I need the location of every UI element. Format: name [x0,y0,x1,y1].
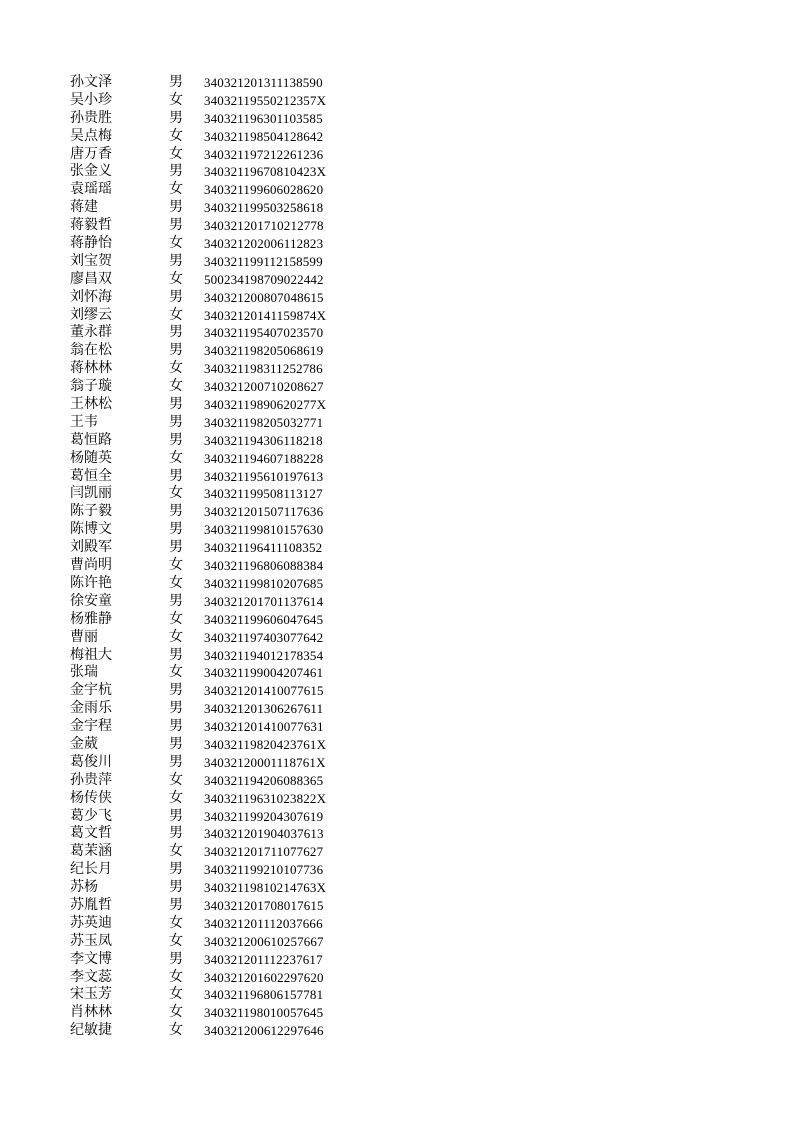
table-row [70,217,370,235]
table-row [70,324,370,342]
person-gender: 女 [169,1022,183,1039]
person-gender: 男 [169,807,183,824]
id-number: 340321201311138590 [204,75,323,90]
person-name: 闫凯丽 [70,485,112,502]
id-number: 500234198709022442 [204,271,324,287]
id-number: 340321201710212778 [204,218,324,234]
person-name: 杨随英 [70,449,112,466]
person-gender: 男 [169,879,183,896]
person-gender: 女 [169,771,183,788]
person-gender: 女 [169,270,183,287]
table-row [70,342,370,360]
person-gender: 女 [169,628,183,645]
id-number: 340321200710208627 [204,379,324,395]
table-row [70,611,370,629]
table-row [70,199,370,217]
person-name: 翁子璇 [70,378,112,395]
person-gender: 女 [169,306,183,323]
table-row [70,861,370,879]
person-gender: 女 [169,449,183,466]
id-number: 34032119820423761X [204,736,327,752]
person-gender: 女 [169,610,183,627]
table-row [70,146,370,164]
id-number: 340321201112237617 [204,951,323,967]
table-row [70,396,370,414]
person-name: 孙贵萍 [70,771,112,788]
table-row [70,378,370,396]
person-gender: 男 [169,592,183,609]
person-name: 刘缪云 [70,306,112,323]
person-gender: 男 [169,825,183,842]
person-gender: 女 [169,127,183,144]
id-number: 340321200610257667 [204,933,324,949]
id-number: 340321196806088384 [204,558,324,574]
person-gender: 男 [169,753,183,770]
person-name: 刘殿军 [70,539,112,556]
id-number: 340321198205068619 [204,343,324,359]
person-gender: 男 [169,342,183,359]
person-name: 陈许艳 [70,574,112,591]
id-number: 34032119550212357X [204,92,327,108]
person-name: 王韦 [70,413,98,430]
id-number: 340321201112037666 [204,915,323,931]
id-number: 340321202006112823 [204,236,324,252]
person-gender: 女 [169,932,183,949]
person-gender: 男 [169,467,183,484]
table-row [70,360,370,378]
table-row [70,74,370,92]
person-name: 廖昌双 [70,270,112,287]
person-gender: 女 [169,664,183,681]
person-name: 杨传侠 [70,789,112,806]
person-gender: 女 [169,574,183,591]
person-gender: 女 [169,986,183,1003]
table-row [70,700,370,718]
id-number: 34032119670810423X [204,164,327,180]
person-gender: 男 [169,217,183,234]
person-name: 葛少飞 [70,807,112,824]
person-gender: 女 [169,91,183,108]
table-row [70,772,370,790]
id-number: 340321198010057645 [204,1005,324,1021]
id-number: 340321194012178354 [204,647,324,663]
person-name: 蒋建 [70,199,98,216]
person-name: 唐万香 [70,145,112,162]
table-row [70,682,370,700]
person-name: 袁瑶瑶 [70,181,112,198]
person-name: 苏玉凤 [70,932,112,949]
person-name: 纪敏捷 [70,1022,112,1039]
table-row [70,503,370,521]
table-row [70,593,370,611]
id-number: 340321200612297646 [204,1023,324,1039]
table-row [70,933,370,951]
id-number: 340321199606028620 [204,182,324,198]
table-row [70,808,370,826]
person-gender: 男 [169,718,183,735]
table-row [70,163,370,181]
person-name: 葛恒路 [70,431,112,448]
person-name: 肖林林 [70,1004,112,1021]
person-gender: 男 [169,252,183,269]
table-row [70,289,370,307]
person-name: 王林松 [70,396,112,413]
person-name: 吴点梅 [70,127,112,144]
table-row [70,897,370,915]
person-name: 宋玉芳 [70,986,112,1003]
person-name: 苏胤哲 [70,896,112,913]
id-number: 340321198504128642 [204,128,324,144]
person-name: 李文博 [70,950,112,967]
table-row [70,110,370,128]
person-gender: 男 [169,431,183,448]
table-row [70,181,370,199]
id-number: 340321199204307619 [204,808,324,824]
person-name: 李文蕊 [70,968,112,985]
person-name: 葛茉涵 [70,843,112,860]
person-name: 蒋毅哲 [70,217,112,234]
person-name: 孙贵胜 [70,109,112,126]
id-number: 340321201711077627 [204,844,324,860]
table-row [70,468,370,486]
id-number: 340321199810207685 [204,575,324,591]
id-number: 340321201306267611 [204,701,324,717]
id-number: 340321201507117636 [204,504,324,520]
person-name: 刘宝贺 [70,252,112,269]
id-number: 34032119631023822X [204,790,327,806]
person-name: 曹尚明 [70,557,112,574]
id-number: 340321199210107736 [204,862,324,878]
person-gender: 男 [169,861,183,878]
table-row [70,575,370,593]
person-name: 徐安童 [70,592,112,609]
id-number: 340321201904037613 [204,826,324,842]
id-number: 340321196806157781 [204,987,324,1003]
table-row [70,432,370,450]
table-row [70,664,370,682]
id-number: 340321196411108352 [204,540,323,556]
person-gender: 男 [169,503,183,520]
table-row [70,307,370,325]
person-name: 陈博文 [70,521,112,538]
id-number: 340321197212261236 [204,146,324,162]
person-name: 葛文哲 [70,825,112,842]
id-number: 340321199810157630 [204,522,324,538]
person-name: 翁在松 [70,342,112,359]
person-gender: 男 [169,163,183,180]
person-gender: 女 [169,1004,183,1021]
person-gender: 男 [169,896,183,913]
table-row [70,521,370,539]
table-row [70,843,370,861]
person-gender: 男 [169,288,183,305]
person-gender: 男 [169,682,183,699]
person-gender: 男 [169,539,183,556]
person-gender: 男 [169,74,183,90]
person-gender: 女 [169,789,183,806]
table-row [70,951,370,969]
id-number: 340321199508113127 [204,486,323,502]
person-gender: 男 [169,700,183,717]
person-gender: 男 [169,735,183,752]
person-name: 曹丽 [70,628,98,645]
id-number: 340321199503258618 [204,200,324,216]
id-number: 340321196301103585 [204,110,323,126]
person-name: 纪长月 [70,861,112,878]
table-row [70,235,370,253]
table-row [70,485,370,503]
id-number: 340321201410077615 [204,683,324,699]
id-number: 340321199004207461 [204,665,324,681]
id-number: 340321201602297620 [204,969,324,985]
table-row [70,450,370,468]
person-gender: 男 [169,199,183,216]
table-row [70,969,370,987]
id-number: 340321201701137614 [204,593,324,609]
table-row [70,879,370,897]
table-row [70,915,370,933]
table-row [70,754,370,772]
id-number: 340321198205032771 [204,414,324,430]
person-name: 蒋林林 [70,360,112,377]
table-row [70,539,370,557]
table-row [70,557,370,575]
person-name: 葛恒全 [70,467,112,484]
person-gender: 女 [169,914,183,931]
table-row [70,414,370,432]
table-row [70,647,370,665]
id-number: 340321201708017615 [204,897,324,913]
person-name: 金雨乐 [70,700,112,717]
id-number: 34032119890620277X [204,397,327,413]
id-number: 34032120141159874X [204,307,327,323]
table-row [70,1004,370,1022]
table-row [70,1022,370,1040]
person-gender: 女 [169,843,183,860]
person-name: 吴小珍 [70,91,112,108]
id-number: 340321194206088365 [204,772,324,788]
person-gender: 女 [169,181,183,198]
person-name: 苏杨 [70,879,98,896]
person-gender: 女 [169,968,183,985]
table-row [70,790,370,808]
person-name: 梅祖大 [70,646,112,663]
person-name: 陈子毅 [70,503,112,520]
person-name: 金宇程 [70,718,112,735]
person-gender: 男 [169,950,183,967]
person-name: 张瑞 [70,664,98,681]
id-number: 340321197403077642 [204,629,324,645]
id-number: 340321200807048615 [204,289,324,305]
person-name: 刘怀海 [70,288,112,305]
person-gender: 男 [169,324,183,341]
person-name: 张金义 [70,163,112,180]
id-number: 340321194607188228 [204,450,324,466]
person-gender: 男 [169,396,183,413]
person-name: 董永群 [70,324,112,341]
person-name: 苏英迪 [70,914,112,931]
table-row [70,92,370,110]
person-gender: 女 [169,145,183,162]
table-row [70,986,370,1004]
id-number: 34032119810214763X [204,880,327,896]
person-gender: 女 [169,360,183,377]
id-number: 340321201410077631 [204,719,324,735]
person-name: 葛俊川 [70,753,112,770]
id-number: 340321199112158599 [204,253,323,269]
person-gender: 男 [169,109,183,126]
person-gender: 男 [169,646,183,663]
id-number: 340321198311252786 [204,361,323,377]
person-gender: 女 [169,485,183,502]
table-row [70,629,370,647]
person-name: 金宇杭 [70,682,112,699]
id-number: 340321199606047645 [204,611,324,627]
person-gender: 女 [169,557,183,574]
person-name: 金葳 [70,735,98,752]
table-row [70,253,370,271]
table-row [70,718,370,736]
table-row [70,271,370,289]
roster-table [70,74,370,1040]
person-name: 杨雅静 [70,610,112,627]
id-number: 340321195407023570 [204,325,324,341]
person-gender: 男 [169,521,183,538]
table-row [70,128,370,146]
person-name: 蒋静怡 [70,235,112,252]
person-name: 孙文泽 [70,74,112,90]
id-number: 340321194306118218 [204,432,323,448]
table-row [70,825,370,843]
id-number: 340321195610197613 [204,468,324,484]
table-row [70,736,370,754]
person-gender: 女 [169,235,183,252]
id-number: 34032120001118761X [204,754,326,770]
person-gender: 女 [169,378,183,395]
person-gender: 男 [169,413,183,430]
